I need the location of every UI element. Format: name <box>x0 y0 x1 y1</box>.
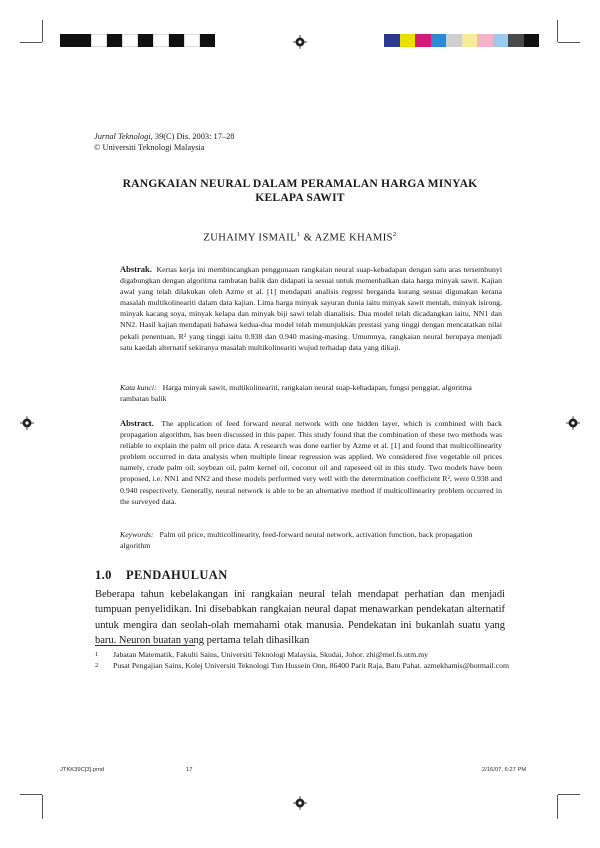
abstract-label: Abstract. <box>120 418 154 428</box>
keywords-text: Palm oil price, multicollinearity, feed-forward neural network, activation function, back propagation algorithm <box>120 530 473 550</box>
title-line-1: RANGKAIAN NEURAL DALAM PERAMALAN HARGA MINYAK <box>122 177 478 190</box>
abstrak-label: Abstrak. <box>120 264 152 274</box>
color-swatch <box>384 34 400 47</box>
color-swatch <box>184 34 200 47</box>
color-swatch <box>508 34 524 47</box>
crop-mark <box>557 20 558 42</box>
abstrak-text: Kertas kerja ini membincangkan penggunaan rangkaian neural suap-kebadapan dengan satu aras tersembunyi digabungkan dengan algoritma rambatan balik dan didapati ia sesuai untuk memenhalkan data harga minyak sawit. Kajian awal yang telah dilakukan oleh Azme et al. [1] mendapati analisis regresi berganda kurang sesuai digunakan kerana masalah multikolineariti dalam data kajian. Lima harga minyak sayuran dunia iaitu minyak sawit mentah, minyak isirong, minyak kacang soya, minyak kelapa dan minyak biji sawi telah dianalisis. Dua model telah dicadangkan iaitu, NN1 dan NN2. Hasil kajian mendapati bahawa kedua-dua model telah menunjukkan prestasi yang tinggi dengan mencatatkan nilai pekali penentuan, R² yang tinggi iaitu 0.938 dan 0.940 masing-masing. Umumnya, rangkaian neural berupaya menjadi satu kaedah alternatif sekiranya masalah multikolineariti wujud terhadap data yang dikaji. <box>120 265 502 352</box>
color-swatch <box>493 34 509 47</box>
title-line-2: KELAPA SAWIT <box>255 190 345 204</box>
color-swatch <box>446 34 462 47</box>
registration-mark-icon <box>566 416 580 430</box>
color-swatch <box>431 34 447 47</box>
journal-citation <box>94 131 234 153</box>
color-swatch <box>200 34 216 47</box>
color-swatch <box>122 34 138 47</box>
footnote-mark: 2 <box>95 662 99 669</box>
crop-mark <box>42 20 43 42</box>
copyright: © Universiti Teknologi Malaysia <box>94 143 205 152</box>
footnote-rule <box>95 645 195 646</box>
print-timestamp: 2/16/07, 6:27 PM <box>482 767 527 773</box>
footnote-1 <box>95 650 515 661</box>
journal-name: Jurnal Teknologi, <box>94 132 153 141</box>
color-swatch <box>60 34 76 47</box>
registration-mark-icon <box>293 35 307 49</box>
abstract-text: The application of feed forward neural network with one hidden layer, which is combined with back propagation algorithm, has been discussed in this paper. This study found that the combination of these two methods was reliable to explain the palm oil price data. A research was done earlier by Azme et al. [1] and found that multicollinearity problem occurred in data analysis when multiple linear regression was applied. We considered five vegetable oil prices namely, crude palm oil, soybean oil, palm kernel oil, coconut oil and rapeseed oil in this study. Two models have been proposed, i.e. NN1 and NN2 and these models performed very well with the determination coefficient R², were 0.938 and 0.940 respectively. Generally, neural network is able to be an alternative method if multicollinearity problem occurred in the surveyed data. <box>120 419 502 506</box>
footnote-2 <box>95 661 515 672</box>
author-1-mark: 1 <box>297 231 301 238</box>
author-2: AZME KHAMIS <box>314 232 393 244</box>
crop-mark <box>42 795 43 819</box>
author-2-mark: 2 <box>392 231 397 238</box>
color-swatch <box>138 34 154 47</box>
color-swatch <box>169 34 185 47</box>
keywords <box>120 529 502 551</box>
crop-mark <box>20 794 42 795</box>
journal-volume: 39(C) Dis. 2003: 17–28 <box>152 132 235 141</box>
color-swatch <box>415 34 431 47</box>
color-swatch <box>524 34 540 47</box>
kata-kunci-text: Harga minyak sawit, multikolineariti, rangkaian neural suap-kehadapan, fungsi penggiat, algoritma rambatan balik <box>120 383 472 403</box>
color-swatch <box>400 34 416 47</box>
print-filename: JTKK39C[3].pmd <box>60 767 105 773</box>
footnote-text: Pusat Pengajian Sains, Kolej Universiti Teknologi Tun Hussein Onn, 86400 Parit Raja, Batu Pahat. azmekhamis@hotmail.com <box>113 661 510 670</box>
section-number: 1.0 <box>95 568 112 582</box>
section-heading <box>95 568 228 583</box>
body-paragraph: Beberapa tahun kebelakangan ini rangkaian neural telah mendapat perhatian dan menjadi tumpuan penyelidikan. Ini disebabkan rangkaian neural dapat menawarkan pendekatan alternatif untuk mengira dan seolah-olah memahami otak manusia. Pendekatan ini bukanlah suatu yang baru. Neuron buatan yang pertama telah dihasilkan <box>95 589 505 647</box>
footnote-mark: 1 <box>95 651 99 658</box>
color-swatch <box>107 34 123 47</box>
color-swatch <box>91 34 107 47</box>
crop-mark <box>557 795 558 819</box>
crop-mark <box>558 42 580 43</box>
authors <box>60 231 540 244</box>
paper-title <box>60 177 540 204</box>
kata-kunci <box>120 382 502 404</box>
footnote-text: Jabatan Matematik, Fakulti Sains, Universiti Teknologi Malaysia, Skudai, Johor. zhi@mel.fs.utm.my <box>113 650 429 659</box>
crop-mark <box>20 42 42 43</box>
abstract <box>120 418 502 507</box>
grayscale-bar <box>60 34 215 47</box>
color-swatch <box>153 34 169 47</box>
registration-mark-icon <box>20 416 34 430</box>
author-separator: & <box>300 232 315 244</box>
kata-kunci-label: Kata kunci: <box>120 383 157 392</box>
color-swatch <box>76 34 92 47</box>
print-page-number: 17 <box>186 767 193 773</box>
registration-mark-icon <box>293 796 307 810</box>
abstrak <box>120 264 502 353</box>
keywords-label: Keywords: <box>120 530 154 539</box>
color-swatch <box>477 34 493 47</box>
color-swatch <box>462 34 478 47</box>
section-title: PENDAHULUAN <box>126 568 228 582</box>
crop-mark <box>558 794 580 795</box>
color-bar <box>384 34 539 47</box>
author-1: ZUHAIMY ISMAIL <box>203 232 298 244</box>
